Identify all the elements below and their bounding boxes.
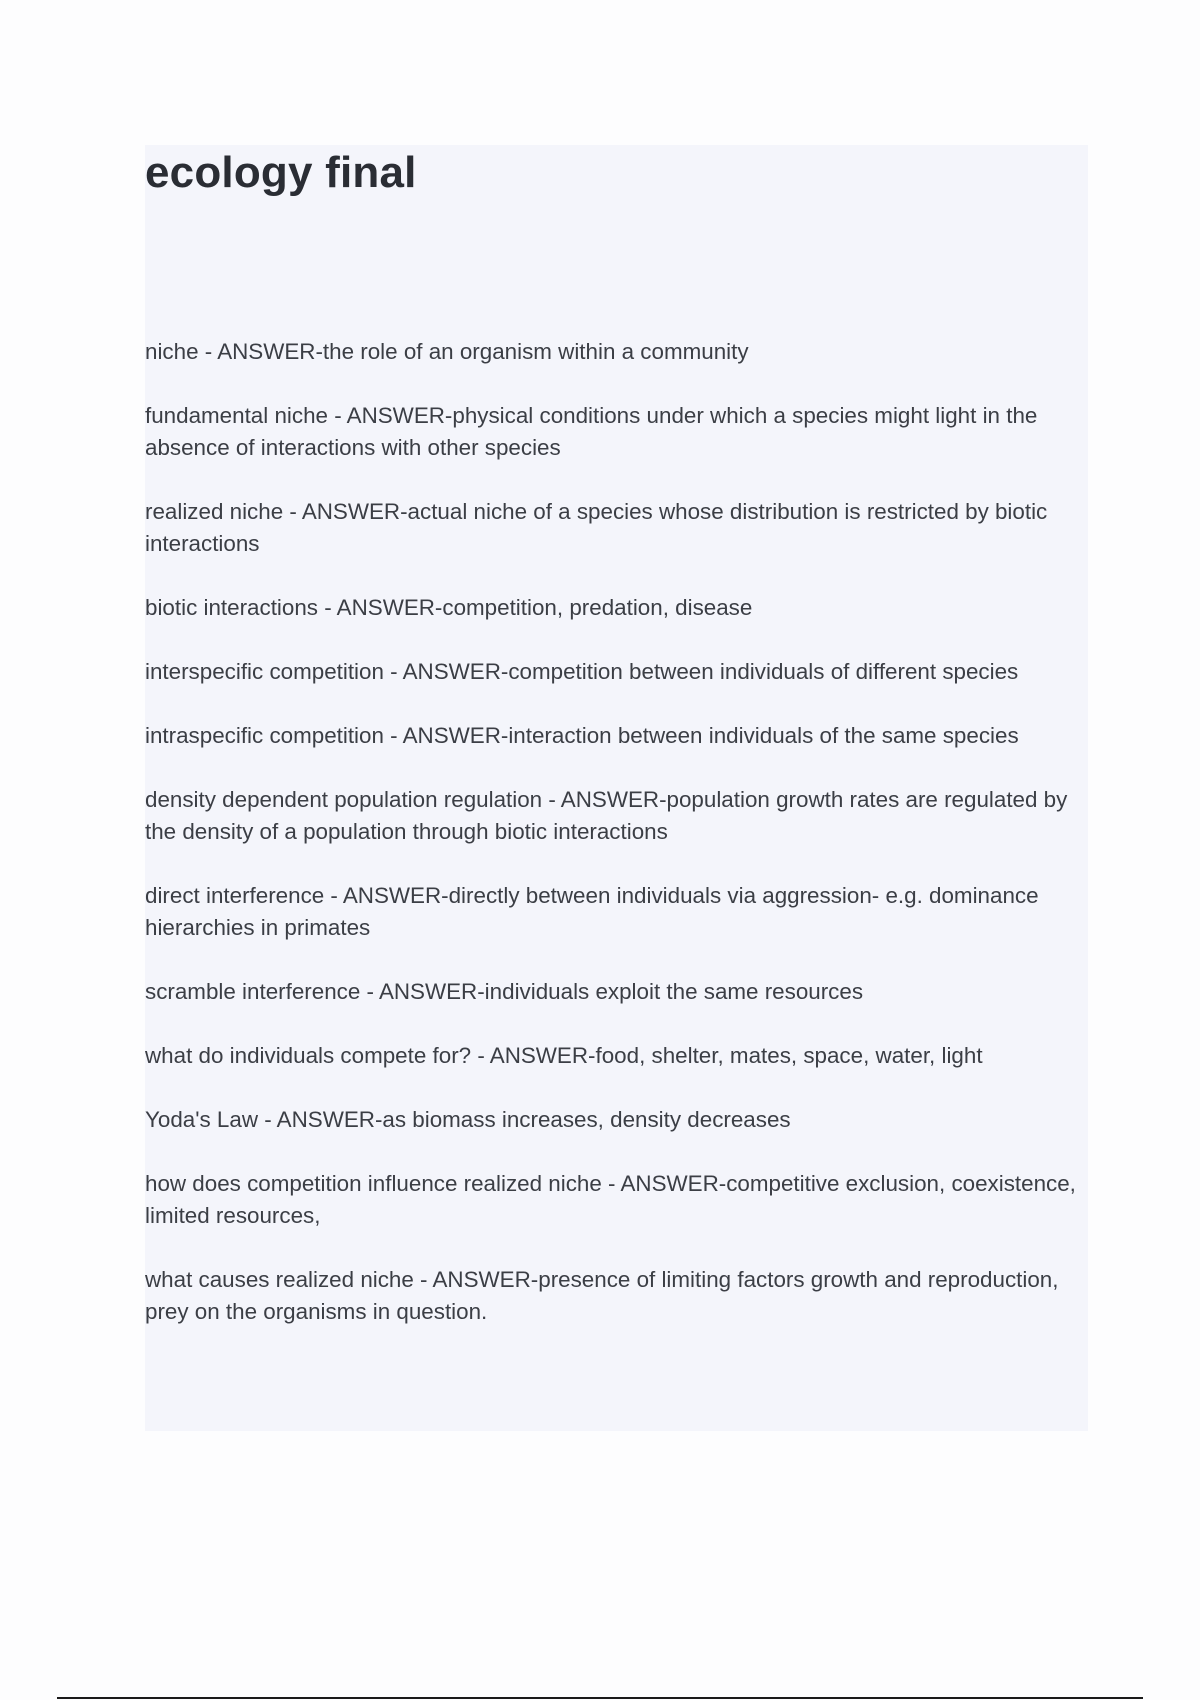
flashcard-item: what do individuals compete for? - ANSWER-food, shelter, mates, space, water, light: [145, 1043, 983, 1068]
flashcard-item: fundamental niche - ANSWER-physical conditions under which a species might light in the absence of interactions with other species: [145, 403, 1038, 460]
flashcard-item: realized niche - ANSWER-actual niche of a species whose distribution is restricted by biotic interactions: [145, 499, 1048, 556]
flashcard-list: [145, 336, 1080, 1360]
footer-divider: [57, 1697, 1143, 1699]
flashcard-item: intraspecific competition - ANSWER-interaction between individuals of the same species: [145, 723, 1019, 748]
flashcard-item: what causes realized niche - ANSWER-presence of limiting factors growth and reproduction, prey on the organisms in question.: [145, 1267, 1059, 1324]
flashcard-item: density dependent population regulation - ANSWER-population growth rates are regulated by the density of a population through biotic interactions: [145, 787, 1068, 844]
flashcard-item: niche - ANSWER-the role of an organism within a community: [145, 339, 749, 364]
flashcard-item: Yoda's Law - ANSWER-as biomass increases, density decreases: [145, 1107, 791, 1132]
flashcard-item: biotic interactions - ANSWER-competition, predation, disease: [145, 595, 753, 620]
document-title: ecology final: [145, 148, 417, 197]
flashcard-item: direct interference - ANSWER-directly between individuals via aggression- e.g. dominance hierarchies in primates: [145, 883, 1039, 940]
flashcard-item: scramble interference - ANSWER-individuals exploit the same resources: [145, 979, 864, 1004]
flashcard-item: how does competition influence realized niche - ANSWER-competitive exclusion, coexistence, limited resources,: [145, 1171, 1076, 1228]
flashcard-item: interspecific competition - ANSWER-competition between individuals of different species: [145, 659, 1019, 684]
